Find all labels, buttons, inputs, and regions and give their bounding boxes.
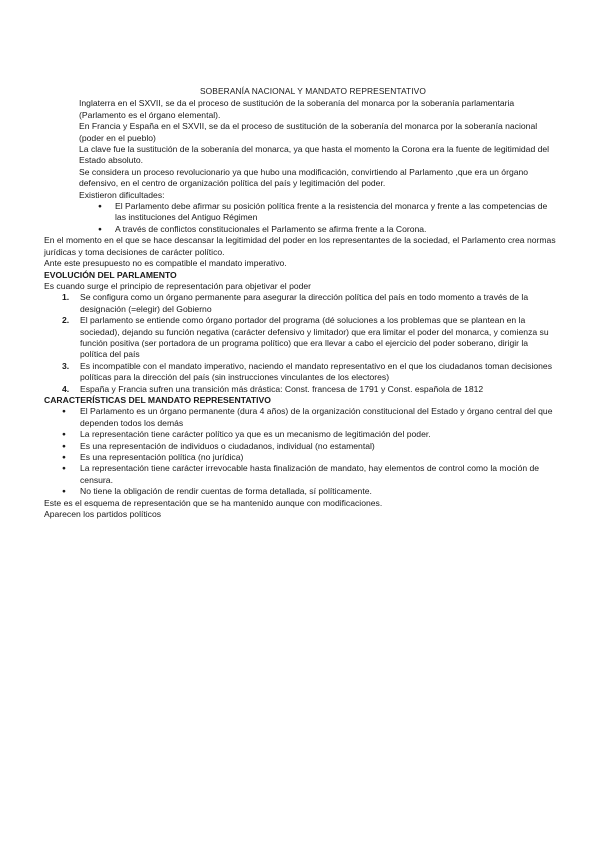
body-paragraph: Aparecen los partidos políticos [44,509,162,520]
list-item [44,361,556,384]
item-number: 1. [62,292,70,303]
list-item: ● El Parlamento es un órgano permanente (dura 4 años) de la organización constitucional del Estado y órgano central del que dependen todos los demás [44,406,556,429]
evolution-list [44,292,556,395]
list-item: ● La representación tiene carácter político ya que es un mecanismo de legitimación del poder. [44,429,556,440]
item-text: España y Francia sufren una transición más drástica: Const. francesa de 1791 y Const. española de 1812 [80,383,484,394]
intro-paragraph: En Francia y España en el SXVII, se da el proceso de sustitución de la soberanía del monarca por la soberanía nacional (poder en el pueblo) [79,121,538,143]
list-item [44,315,556,361]
section-heading-evolution: EVOLUCIÓN DEL PARLAMENTO [44,269,177,280]
list-item [44,384,556,395]
body-paragraph: Ante este presupuesto no es compatible el mandato imperativo. [44,258,287,269]
section-heading-characteristics: CARACTERÍSTICAS DEL MANDATO REPRESENTATIVO [44,394,271,405]
item-number: 4. [62,383,70,394]
intro-paragraph: Existieron dificultades: [79,189,165,200]
list-item: ● Es una representación de individuos o ciudadanos, individual (no estamental) [44,441,556,452]
intro-paragraph: Inglaterra en el SXVII, se da el proceso de sustitución de la soberanía del monarca por la soberanía parlamentaria (Parlamento es el órgano elemental). [79,98,515,120]
intro-block [44,98,556,201]
item-number: 2. [62,315,70,326]
item-text: Es incompatible con el mandato imperativo, naciendo el mandato representativo en el que los ciudadanos toman decisiones políticas para la dirección del país (sin instrucciones vinculantes de los electores) [80,360,552,383]
list-item [44,292,556,315]
item-text: Se configura como un órgano permanente para asegurar la dirección política del país en todo momento a través de la designación (=elegir) del Gobierno [80,292,529,314]
intro-paragraph: La clave fue la sustitución de la soberanía del monarca, ya que hasta el momento la Corona era la fuente de legitimidad del Estado absoluto. [79,144,550,166]
characteristics-list [44,406,556,497]
body-paragraph: Es cuando surge el principio de representación para objetivar el poder [44,280,312,291]
list-item: ● La representación tiene carácter irrevocable hasta finalización de mandato, hay elementos de control como la moción de censura. [44,463,556,486]
item-number: 3. [62,360,70,371]
list-item: ● El Parlamento debe afirmar su posición política frente a la resistencia del monarca y frente a las competencias de las instituciones del Antiguo Régimen [44,201,556,224]
body-paragraph: Este es el esquema de representación que se ha mantenido aunque con modificaciones. [44,497,383,508]
list-item: ● Es una representación política (no jurídica) [44,452,556,463]
document-title: SOBERANÍA NACIONAL Y MANDATO REPRESENTATIVO [200,86,426,96]
intro-paragraph: Se considera un proceso revolucionario ya que hubo una modificación, convirtiendo al Parlamento ,que era un órgano defensivo, en el centro de organización política del país y legitimación del poder. [79,166,529,189]
difficulties-list [44,201,556,235]
item-text: El parlamento se entiende como órgano portador del programa (dé soluciones a los problemas que se plantean en la sociedad), dejando su función negativa (carácter defensivo y limitador) que era limitar el poder del monarca, y comienza su función positiva (ser portadora de un programa político) que era llevar a cabo el ejercicio del poder soberano, dirigir la política del país [80,315,549,360]
body-paragraph: En el momento en el que se hace descansar la legitimidad del poder en los representantes de la sociedad, el Parlamento crea normas jurídicas y toma decisiones de carácter político. [44,235,556,257]
list-item: ● No tiene la obligación de rendir cuentas de forma detallada, sí políticamente. [44,486,556,497]
list-item: ● A través de conflictos constitucionales el Parlamento se afirma frente a la Corona. [44,224,556,235]
